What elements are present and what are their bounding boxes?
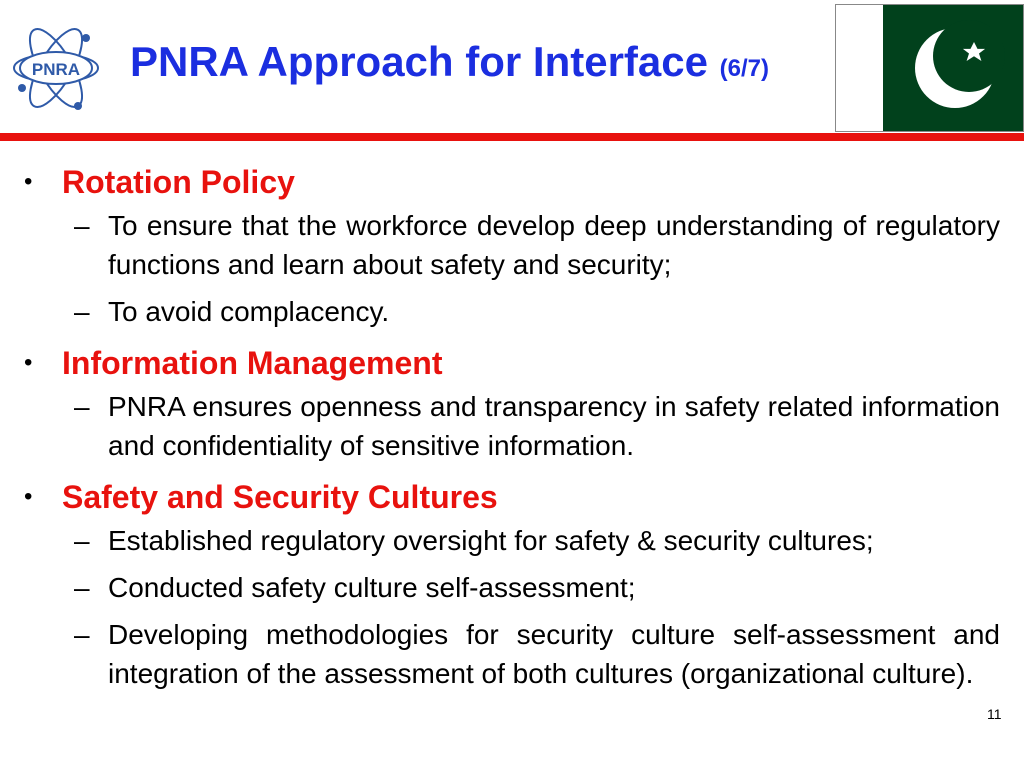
page-indicator: (6/7) [719, 55, 770, 82]
dash-icon: – [74, 296, 90, 327]
pakistan-flag-icon [835, 4, 1024, 132]
dash-icon: – [74, 619, 90, 650]
heading-text: Rotation Policy [62, 164, 295, 200]
bullet-icon: • [24, 349, 33, 376]
pnra-logo [8, 8, 104, 128]
sub-item [0, 568, 1024, 607]
page-title [130, 38, 769, 86]
heading-text: Safety and Security Cultures [62, 479, 498, 515]
sub-item-text: To avoid complacency. [108, 296, 390, 327]
sub-item [0, 292, 1024, 331]
slide-content [0, 158, 1024, 701]
section-rotation-policy [0, 158, 1024, 331]
sub-item-text: Established regulatory oversight for safety & security cultures; [108, 525, 874, 556]
heading-text: Information Management [62, 345, 443, 381]
bullet-icon: • [24, 168, 33, 195]
dash-icon: – [74, 210, 90, 241]
section-heading [0, 158, 1024, 206]
sub-item-text: Conducted safety culture self-assessment; [108, 572, 636, 603]
section-heading [0, 339, 1024, 387]
sub-item [0, 206, 1024, 284]
sub-item [0, 521, 1024, 560]
section-information-management [0, 339, 1024, 465]
bullet-icon: • [24, 483, 33, 510]
logo-text: PNRA [31, 60, 81, 79]
sub-item [0, 615, 1024, 693]
sub-item-text: PNRA ensures openness and transparency in safety related information and confidentiality of sensitive information. [108, 391, 1000, 461]
sub-item [0, 387, 1024, 465]
section-heading [0, 473, 1024, 521]
section-safety-security-cultures [0, 473, 1024, 693]
sub-item-text: Developing methodologies for security culture self-assessment and integration of the assessment of both cultures (organizational culture). [108, 619, 1000, 689]
title-text: PNRA Approach for Interface [130, 38, 708, 85]
sub-item-text: To ensure that the workforce develop deep understanding of regulatory functions and learn about safety and security; [108, 210, 1000, 280]
dash-icon: – [74, 525, 90, 556]
dash-icon: – [74, 572, 90, 603]
dash-icon: – [74, 391, 90, 422]
header-divider [0, 133, 1024, 141]
page-number: 11 [987, 706, 1002, 722]
